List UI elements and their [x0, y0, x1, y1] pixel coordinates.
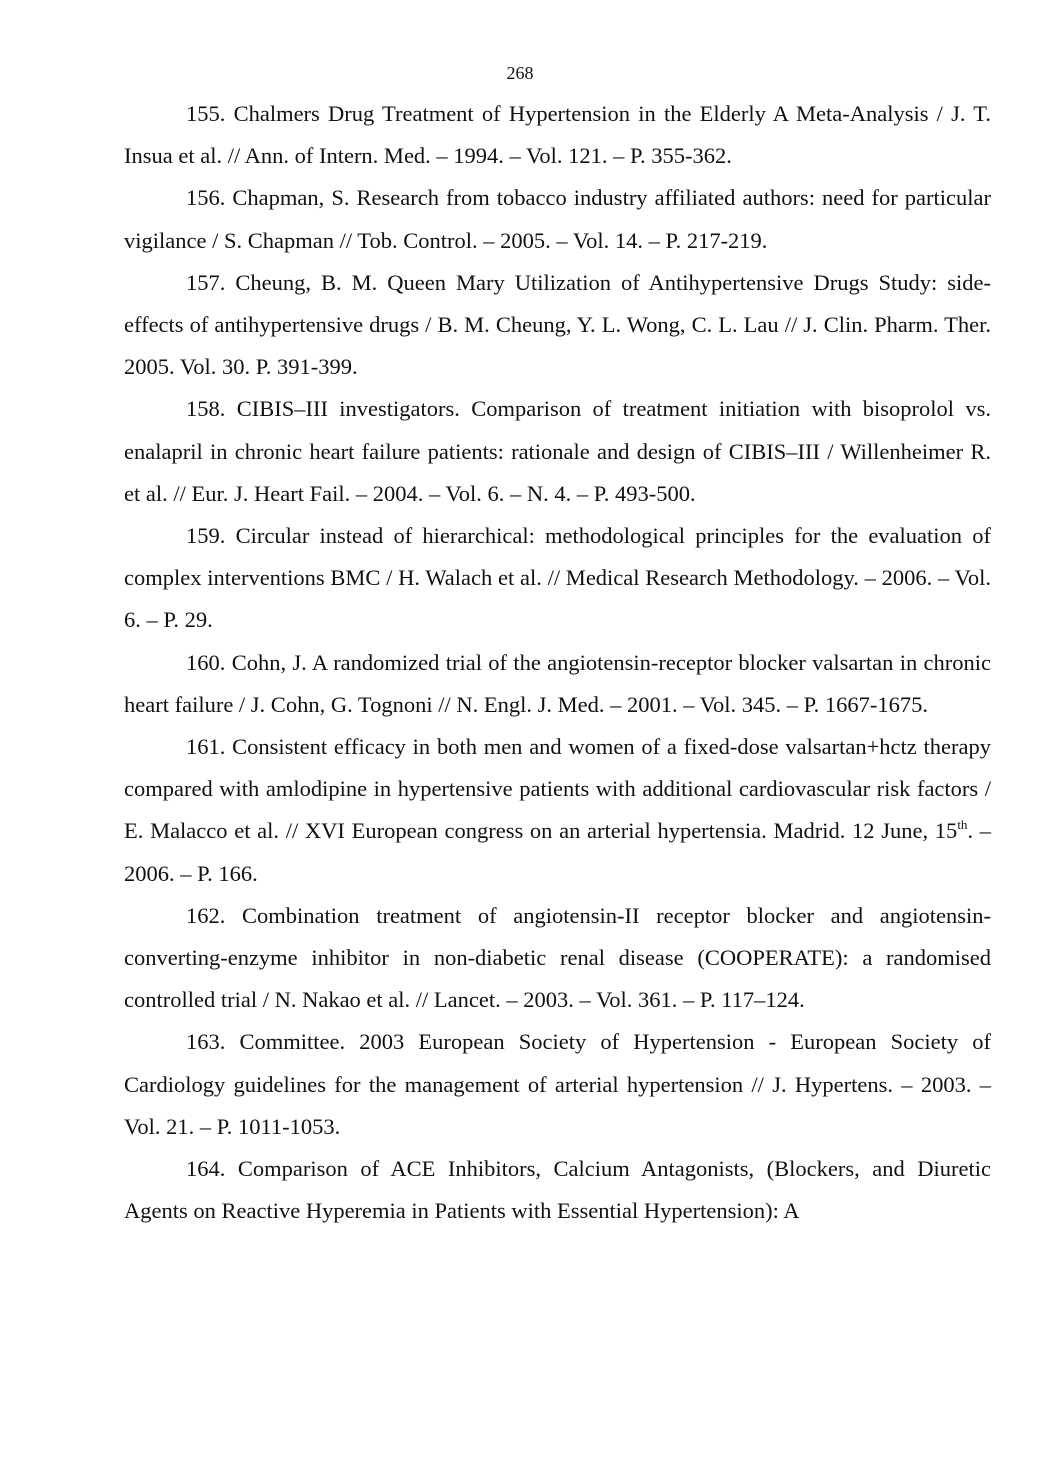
- reference-160: 160. Cohn, J. A randomized trial of the angiotensin-receptor blocker valsartan in chronic heart failure / J. Cohn, G. Tognoni // N. Engl. J. Med. – 2001. – Vol. 345. – P. 1667-1675.: [124, 649, 991, 717]
- reference-159: 159. Circular instead of hierarchical: methodological principles for the evaluation of complex interventions BMC / H. Walach et al. // Medical Research Methodology. – 2006. – Vol. 6. – P. 29.: [124, 523, 991, 633]
- reference-158: 158. CIBIS–III investigators. Comparison of treatment initiation with bisoprolol vs. enalapril in chronic heart failure patients: rationale and design of CIBIS–III / Willenheimer R. et al. // Eur. J. Heart Fail. – 2004. – Vol. 6. – N. 4. – P. 493-500.: [124, 396, 991, 506]
- reference-161-text: 161. Consistent efficacy in both men and women of a fixed-dose valsartan+hctz therapy compared with amlodipine in hypertensive patients with additional cardiovascular risk factors / E. Malacco et al. // XVI European congress on an arterial hypertensia. Madrid. 12 June, 15: [124, 734, 991, 844]
- reference-161-text-end: . – 2006. – P. 166.: [124, 818, 992, 886]
- reference-161: [124, 726, 991, 895]
- reference-157: 157. Cheung, B. M. Queen Mary Utilization of Antihypertensive Drugs Study: side-effects of antihypertensive drugs / B. M. Cheung, Y. L. Wong, C. L. Lau // J. Clin. Pharm. Ther. 2005. Vol. 30. P. 391-399.: [124, 269, 991, 380]
- reference-163: 163. Committee. 2003 European Society of Hypertension - European Society of Cardiology guidelines for the management of arterial hypertension // J. Hypertens. – 2003. – Vol. 21. – P. 1011-1053.: [124, 1029, 991, 1139]
- reference-162: 162. Combination treatment of angiotensin-II receptor blocker and angiotensin-converting-enzyme inhibitor in non-diabetic renal disease (COOPERATE): a randomised controlled trial / N. Nakao et al. // Lancet. – 2003. – Vol. 361. – P. 117–124.: [124, 902, 991, 1013]
- ordinal-superscript: th: [957, 817, 968, 833]
- reference-155: 155. Chalmers Drug Treatment of Hypertension in the Elderly A Meta-Analysis / J. T. Insua et al. // Ann. of Intern. Med. – 1994. – Vol. 121. – P. 355-362.: [124, 101, 991, 169]
- reference-156: 156. Chapman, S. Research from tobacco industry affiliated authors: need for particular vigilance / S. Chapman // Tob. Control. – 2005. – Vol. 14. – P. 217-219.: [124, 185, 991, 253]
- reference-164: 164. Comparison of ACE Inhibitors, Calcium Antagonists, (Blockers, and Diuretic Agents on Reactive Hyperemia in Patients with Essential Hypertension): A: [124, 1156, 991, 1224]
- page-number: 268: [506, 63, 534, 83]
- reference-list: [124, 93, 991, 1232]
